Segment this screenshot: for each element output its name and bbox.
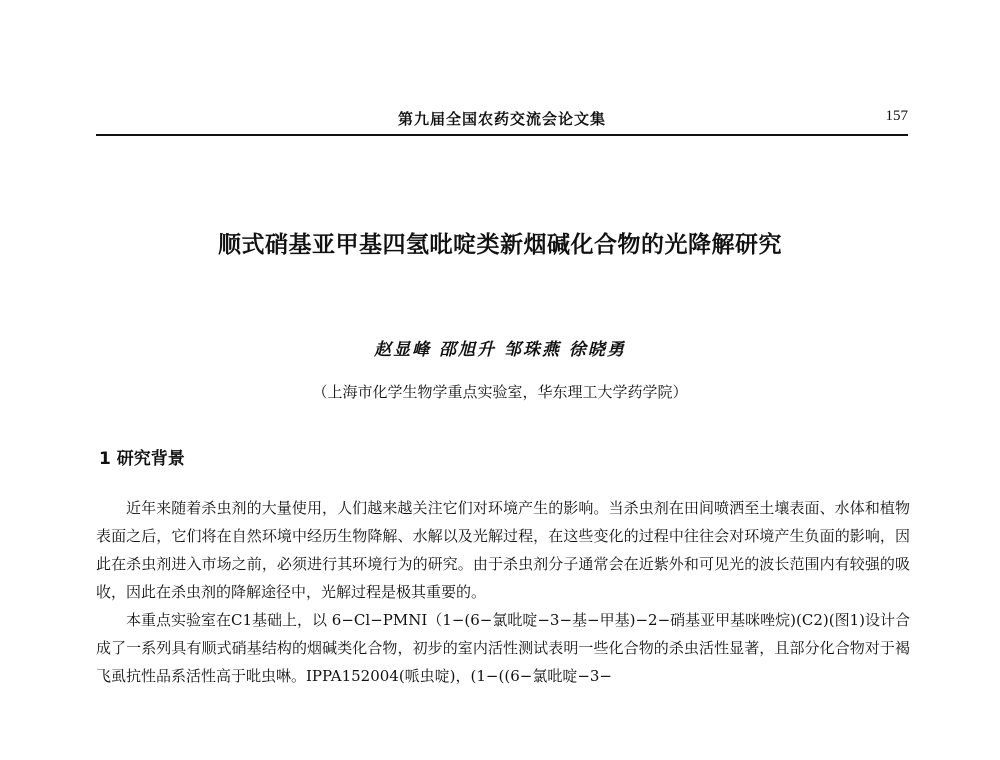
affiliation: （上海市化学生物学重点实验室，华东理工大学药学院） bbox=[312, 383, 688, 401]
section-heading: 1 研究背景 bbox=[99, 449, 185, 469]
author-list: 赵显峰 邵旭升 邹珠燕 徐晓勇 bbox=[374, 340, 626, 360]
running-title: 第九届全国农药交流会论文集 bbox=[397, 110, 606, 128]
paragraph-background: 近年来随着杀虫剂的大量使用，人们越来越关注它们对环境产生的影响。当杀虫剂在田间喷洒至土壤表面、水体和植物表面之后，它们将在自然环境中经历生物降解、水解以及光解过程，在这些变化的过程中往往会对环境产生负面的影响，因此在杀虫剂进入市场之前，必须进行其环境行为的研究。由于杀虫剂分子通常会在近紫外和可见光的波长范围内有较强的吸收，因此在杀虫剂的降解途径中，光解过程是极其重要的。 bbox=[96, 499, 910, 601]
body-text bbox=[96, 494, 910, 690]
paragraph-lab-work: 本重点实验室在C1基础上，以 6−Cl−PMNI（1−(6−氯吡啶−3−基−甲基)−2−硝基亚甲基咪唑烷)(C2)(图1)设计合成了一系列具有顺式硝基结构的烟碱类化合物，初步的室内活性测试表明一些化合物的杀虫活性显著，且部分化合物对于褐飞虱抗性品系活性高于吡虫啉。IPPA152004(哌虫啶)，(1−((6−氯吡啶−3− bbox=[96, 611, 910, 685]
running-header bbox=[96, 108, 908, 136]
paper-title: 顺式硝基亚甲基四氢吡啶类新烟碱化合物的光降解研究 bbox=[218, 232, 782, 258]
page-number: 157 bbox=[885, 108, 908, 124]
